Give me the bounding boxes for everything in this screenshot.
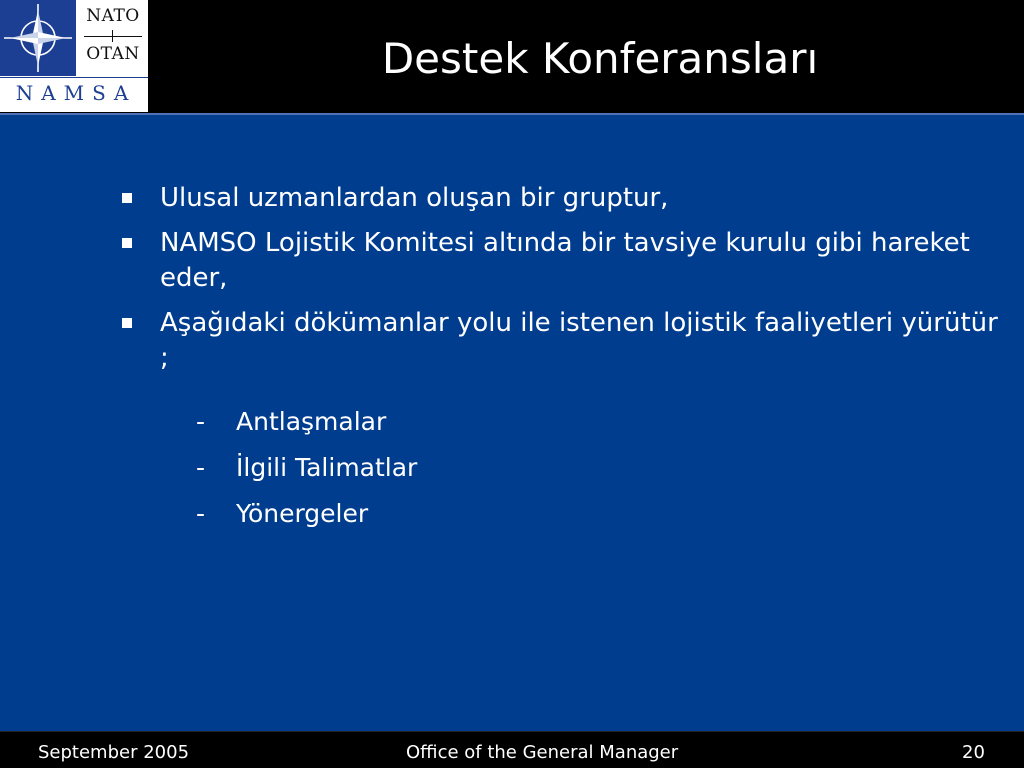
slide-content [0,115,1024,731]
logo-divider [84,36,142,37]
logo-namsa-text: NAMSA [15,81,137,105]
dash-marker: - [196,499,206,528]
nato-emblem-box [0,0,76,76]
sub-item-text: İlgili Talimatlar [236,453,418,482]
bullet-item [118,306,998,376]
square-bullet-icon [122,318,132,328]
bullet-item [118,226,998,296]
footer-office: Office of the General Manager [406,742,679,763]
slide-header [0,0,1024,113]
square-bullet-icon [122,193,132,203]
sub-list-item [196,451,417,497]
page-number: 20 [962,742,985,763]
sub-list-item [196,405,417,451]
bullet-item [118,181,998,216]
sub-item-text: Yönergeler [236,499,369,528]
square-bullet-icon [122,238,132,248]
logo-nato-text: NATO [86,6,140,26]
dash-marker: - [196,453,206,482]
sub-list-item [196,497,417,543]
nato-compass-star-icon [0,0,76,76]
slide-footer [0,731,1024,768]
bullet-list [118,181,998,386]
bullet-text: NAMSO Lojistik Komitesi altında bir tavsiye kurulu gibi hareket eder, [160,228,970,293]
bullet-text: Ulusal uzmanlardan oluşan bir gruptur, [160,183,669,213]
sub-item-text: Antlaşmalar [236,407,387,436]
dash-marker: - [196,407,206,436]
logo-rule [0,77,148,78]
logo-otan-text: OTAN [86,44,140,64]
slide-title: Destek Konferansları [381,34,819,83]
nato-namsa-logo [0,0,148,112]
document-type-list [196,405,417,543]
footer-date: September 2005 [38,742,190,763]
logo-divider-tick [112,30,113,42]
bullet-text: Aşağıdaki dökümanlar yolu ile istenen lojistik faaliyetleri yürütür ; [160,308,998,373]
